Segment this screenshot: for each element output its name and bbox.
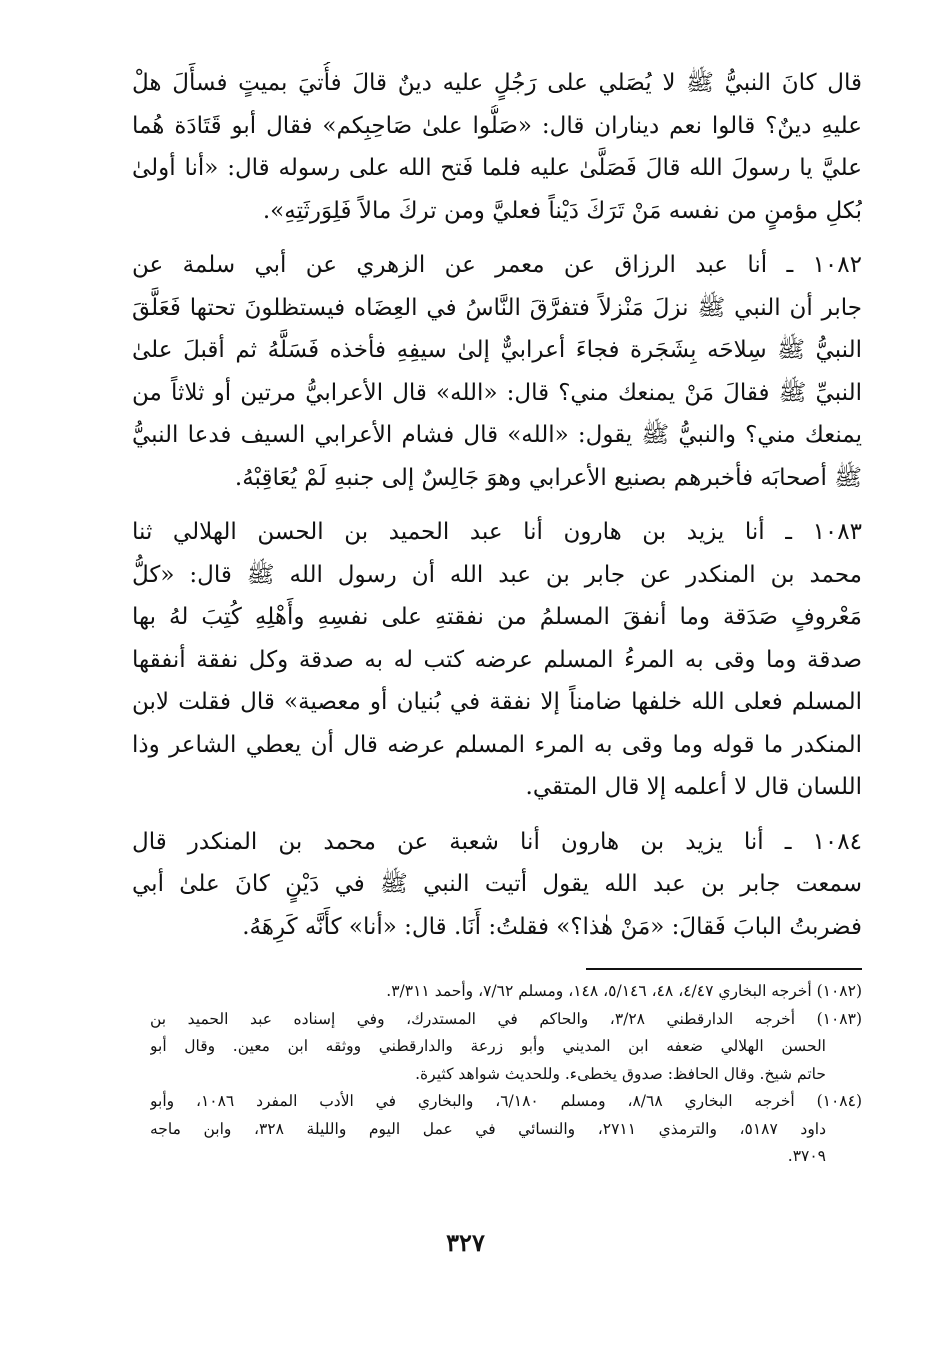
paragraph-1082 [132, 244, 862, 499]
footnotes [150, 978, 862, 1171]
text-line: سمعت جابر بن عبد الله يقول أتيت النبي ﷺ في دَيْنٍ كانَ علىٰ أبي [132, 871, 862, 897]
text-line: صدقة وما وقى به المرءُ المسلم عرضه كتب له به صدقة وكل نفقة أنفقها [132, 646, 862, 673]
text-line: ﷺ أصحابَه فأخبرهم بصنيع الأعرابي وهوَ جَالِسٌ إلى جنبهِ لَمْ يُعَاقِبْهُ. [234, 464, 862, 491]
text-line: بُكلِ مؤمنٍ من نفسه مَنْ تَرَكَ دَيْناً فعليَّ ومن تركَ مالاً فَلِوَرثَتِهِ». [262, 197, 862, 224]
paragraph-gap [132, 499, 862, 511]
footnote-line: الحسن الهلالي ضعفه ابن المديني وأبو زرعة والدارقطني ووثقه ابن معين. وقال أبو [150, 1037, 826, 1055]
text-line: النبيِّ ﷺ فقالَ مَنْ يمنعك مني؟ قال: «الله» قال الأعرابيُّ مرتين أو ثلاثاً من [132, 379, 862, 406]
main-text [132, 62, 862, 948]
text-line: المنكدر ما قوله وما وقى به المرء المسلم عرضه قال أن يعطي الشاعر وذا [132, 731, 862, 758]
footnote-line: ٣٧٠٩. [787, 1147, 826, 1165]
footnote-line: داود ٥١٨٧، والترمذي ٢٧١١، والنسائي في عمل اليوم والليلة ٣٢٨، وابن ماجه [150, 1119, 827, 1138]
text-line: محمد بن المنكدر عن جابر بن عبد الله أن رسول الله ﷺ قال: «كلُّ [132, 561, 862, 588]
text-line: جابر أن النبي ﷺ نزلَ مَنْزلاً فتفرَّقَ النَّاسُ في العِضَاه فيستظلونَ تحتها فَعَلَّقَ [132, 294, 862, 321]
text-line: ١٠٨٣ ـ أنا يزيد بن هارون أنا عبد الحميد بن الحسن الهلالي ثنا [132, 519, 862, 545]
text-line: اللسان قال لا أعلمه إلا قال المتقي. [525, 774, 862, 800]
footnote-line: (١٠٨٣) أخرجه الدارقطني ٣/٢٨، والحاكم في المستدرك، وفي إسناده عبد الحميد بن [150, 1009, 862, 1028]
text-line: مَعْروفٍ صَدَقة وما أنفقَ المسلمُ من نفقتهِ على نفسِهِ وأَهْلِهِ كُتِبَ لهُ بها [132, 604, 862, 630]
text-line: عليهِ دينٌ؟ قالوا نعم ديناران قال: «صَلُّوا علىٰ صَاحِبِكم» فقال أبو قَتَادَة هُما [132, 112, 862, 139]
footnote-line: (١٠٨٤) أخرجه البخاري ٨/٦٨، ومسلم ٦/١٨٠، والبخاري في الأدب المفرد ١٠٨٦، وأبو [150, 1092, 862, 1110]
footnote-line: حاتم شيخ. وقال الحافظ: صدوق يخطىء. وللحديث شواهد كثيرة. [415, 1064, 826, 1083]
text-line: النبيُّ ﷺ سِلاحَه بِشَجَرة فجاءَ أعرابيٌّ إلىٰ سيفِهِ فأخذه فَسَلَّهُ ثم أقبلَ علىٰ [132, 337, 862, 363]
footnote-1084 [150, 1088, 862, 1171]
text-line: عليَّ يا رسولَ الله قالَ فَصَلَّىٰ عليه فلما فَتح الله على رسوله قال: «أنا أولىٰ [132, 155, 862, 181]
footnote-1082 [150, 978, 862, 1006]
text-line: قال كانَ النبيُّ ﷺ لا يُصَلي على رَجُلٍ عليه دينٌ قالَ فأُتيَ بميتٍ فسأَلَ هلْ [132, 70, 862, 96]
text-line: فضربتُ البابَ فَقالَ: «مَنْ هٰذا؟» فقلتُ: أَنَا. قال: «أنا» كأَنَّه كَرِهَهُ. [242, 913, 862, 940]
paragraph-1084 [132, 821, 862, 949]
text-line: المسلم فعلى الله خلفها ضامناً إلا نفقة في بُنيان أو معصية» قال فقلت لابن [132, 689, 862, 715]
text-line: يمنعك مني؟ والنبيُّ ﷺ يقول: «الله» قال فشام الأعرابي السيف فدعا النبيُّ [132, 422, 862, 448]
footnote-1083 [150, 1006, 862, 1089]
paragraph-1083 [132, 511, 862, 809]
paragraph-gap [132, 809, 862, 821]
paragraph-gap [132, 232, 862, 244]
text-line: ١٠٨٤ ـ أنا يزيد بن هارون أنا شعبة عن محمد بن المنكدر قال [132, 828, 862, 855]
paragraph-1 [132, 62, 862, 232]
text-line: ١٠٨٢ ـ أنا عبد الرزاق عن معمر عن الزهري عن أبي سلمة عن [132, 252, 862, 278]
page-number: ٣٢٧ [446, 1228, 485, 1257]
footnote-line: (١٠٨٢) أخرجه البخاري ٤/٤٧، ٤٨، ٥/١٤٦، ١٤٨، ومسلم ٧/٦٢، وأحمد ٣/٣١١. [386, 982, 862, 1000]
footnote-divider [586, 968, 862, 970]
